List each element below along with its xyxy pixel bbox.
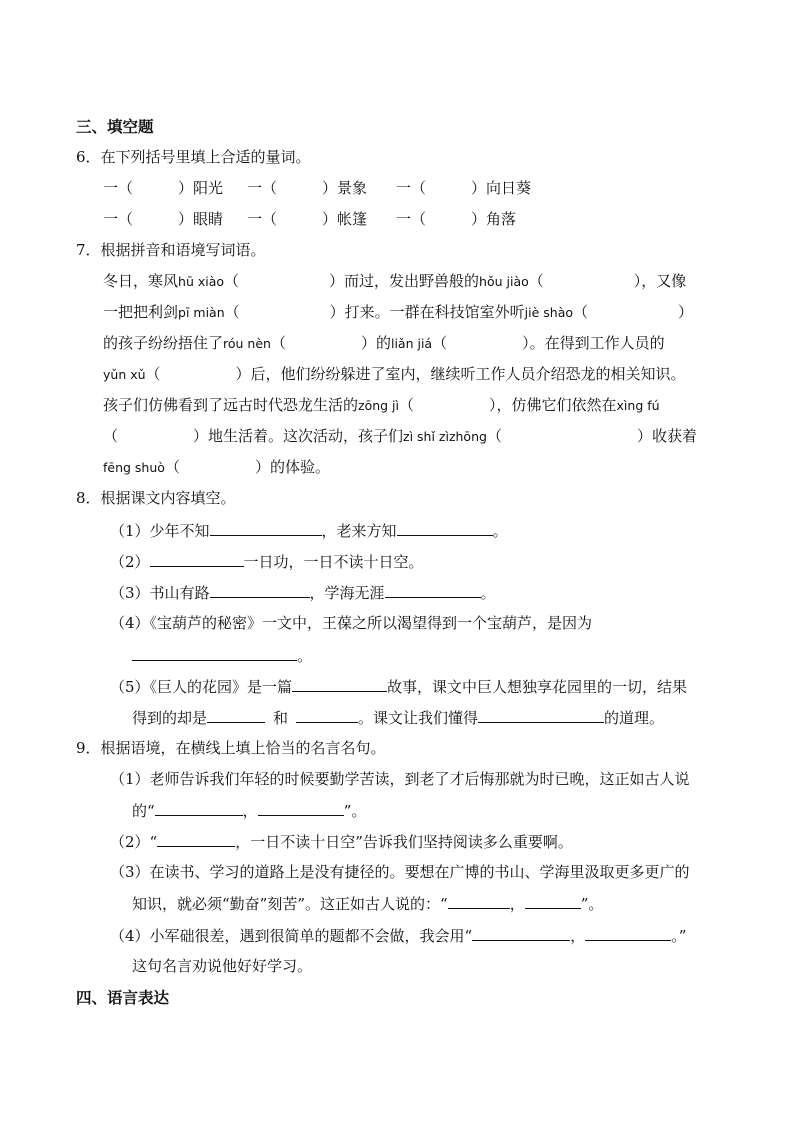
answer-blank[interactable]	[210, 582, 310, 598]
q8-text: ，学海无涯	[309, 584, 385, 602]
answer-blank[interactable]	[472, 925, 570, 941]
q9-text: （2）“	[110, 833, 158, 851]
question-7-title: 7．根据拼音和语境写词语。	[76, 241, 266, 259]
q7-text: （ ），仿佛它们依然在	[399, 396, 617, 414]
q8-item-5-cont	[132, 707, 664, 728]
q8-item-3	[110, 582, 496, 603]
pinyin: hū xiào	[178, 274, 225, 289]
q6-item: 一（ ）阳光	[103, 179, 224, 197]
answer-blank[interactable]	[155, 800, 243, 816]
q7-text: （ ）收获着	[486, 427, 697, 445]
q7-line	[103, 426, 697, 447]
q7-text: （ ）的	[270, 334, 391, 352]
q7-text: （ ）的体验。	[164, 458, 330, 476]
q9-text: ，	[509, 895, 525, 913]
answer-blank[interactable]	[258, 800, 344, 816]
q7-line	[103, 395, 660, 416]
q7-text: （ ）地生活着。这次活动，孩子们	[103, 427, 404, 445]
q9-text: （4）小军础很差，遇到很简单的题都不会做，我会用“	[110, 927, 473, 945]
q7-text: 的孩子纷纷捂住了	[103, 334, 224, 352]
answer-blank[interactable]	[292, 676, 387, 692]
q7-text: （ ），又像	[528, 272, 687, 290]
q8-item-4: （4）《宝葫芦的秘密》一文中，王葆之所以渴望得到一个宝葫芦，是因为	[110, 614, 593, 632]
q9-item-2	[110, 831, 573, 852]
q9-text: 的“	[132, 802, 155, 820]
q8-text: 。课文让我们懂得	[358, 709, 479, 727]
q8-item-4-cont	[132, 645, 312, 666]
q8-text: （1）少年不知	[110, 522, 210, 540]
q7-text: 孩子们仿佛看到了远古时代恐龙生活的	[103, 396, 359, 414]
answer-blank[interactable]	[385, 582, 481, 598]
question-9-title: 9．根据语境，在横线上填上恰当的名言名句。	[76, 739, 386, 757]
pinyin: hǒu jiào	[479, 274, 529, 289]
q6-item: 一（ ）景象	[247, 179, 368, 197]
q9-text: ，	[570, 927, 586, 945]
answer-blank[interactable]	[448, 893, 510, 909]
q8-text: 得到的却是	[132, 709, 208, 727]
q9-item-1: （1）老师告诉我们年轻的时候要勤学苦读，到老了才后悔那就为时已晚，这正如古人说	[110, 770, 690, 788]
q7-text: （ ）后，他们纷纷躲进了室内，继续听工作人员介绍恐龙的相关知识。	[145, 365, 686, 383]
q8-text: （3）书山有路	[110, 584, 210, 602]
q8-text: 。	[297, 647, 313, 665]
q7-text: （ ）打来。一群在科技馆室外听	[224, 303, 525, 321]
q9-text: ”。	[343, 802, 367, 820]
answer-blank[interactable]	[150, 551, 244, 567]
question-6-title: 6．在下列括号里填上合适的量词。	[76, 148, 311, 166]
q7-line	[103, 271, 686, 292]
q7-line	[103, 364, 686, 385]
pinyin: zōng jì	[358, 398, 400, 413]
q8-item-1	[110, 520, 508, 541]
q6-item: 一（ ）向日葵	[396, 179, 532, 197]
answer-blank[interactable]	[157, 831, 235, 847]
q8-text: （5）《巨人的花园》是一篇	[110, 678, 293, 696]
question-8-title: 8．根据课文内容填空。	[76, 489, 236, 507]
q9-item-3-cont	[132, 893, 603, 914]
q7-line	[103, 333, 665, 354]
section-heading: 四、语言表达	[76, 988, 170, 1007]
q7-text: （ ）。在得到工作人员的	[432, 334, 665, 352]
q7-text: （ ）	[573, 303, 694, 321]
answer-blank[interactable]	[585, 925, 671, 941]
q9-item-1-cont	[132, 800, 366, 821]
q8-text: 和	[273, 709, 289, 727]
q8-text: 故事，课文中巨人想独享花园里的一切，结果	[387, 678, 688, 696]
section-heading: 三、填空题	[76, 117, 154, 136]
q9-item-3: （3）在读书、学习的道路上是没有捷径的。要想在广博的书山、学海里汲取更多更广的	[110, 863, 690, 881]
q6-item: 一（ ）角落	[396, 210, 517, 228]
answer-blank[interactable]	[296, 707, 358, 723]
pinyin: pī miàn	[178, 305, 225, 320]
q7-text: 冬日，寒风	[103, 272, 179, 290]
q9-text: 。”	[671, 927, 687, 945]
pinyin: fēng shuò	[103, 460, 165, 475]
q7-text: （ ）而过，发出野兽般的	[224, 272, 480, 290]
q9-item-4-cont: 这句名言劝说他好好学习。	[132, 957, 313, 975]
pinyin: róu nèn	[223, 336, 271, 351]
q8-text: 一日功，一日不读十日空。	[243, 553, 424, 571]
q6-item: 一（ ）帐篷	[247, 210, 368, 228]
answer-blank[interactable]	[132, 645, 297, 661]
q8-item-2	[110, 551, 424, 572]
q8-text: 的道理。	[604, 709, 665, 727]
q7-line	[103, 302, 693, 323]
q8-text: ，老来方知	[321, 522, 397, 540]
q9-text: ，	[242, 802, 258, 820]
q8-text: 。	[492, 522, 508, 540]
q8-item-5	[110, 676, 687, 697]
pinyin: xìng fú	[616, 398, 660, 413]
q9-text: 知识，就必须“勤奋”刻苦”。这正如古人说的：“	[132, 895, 448, 913]
pinyin: jiè shào	[524, 305, 574, 320]
q6-item: 一（ ）眼睛	[103, 210, 224, 228]
pinyin: yǔn xǔ	[103, 367, 146, 382]
q9-text: ，一日不读十日空”告诉我们坚持阅读多么重要啊。	[235, 833, 573, 851]
answer-blank[interactable]	[478, 707, 604, 723]
pinyin: zì shǐ zìzhōng	[403, 429, 487, 444]
q8-text: （2）	[110, 553, 150, 571]
q7-text: 一把把利剑	[103, 303, 179, 321]
q9-text: ”。	[580, 895, 604, 913]
q7-line	[103, 457, 330, 478]
answer-blank[interactable]	[210, 520, 322, 536]
q8-text: 。	[480, 584, 496, 602]
answer-blank[interactable]	[397, 520, 493, 536]
answer-blank[interactable]	[525, 893, 581, 909]
pinyin: liǎn jiá	[390, 336, 433, 351]
answer-blank[interactable]	[207, 707, 265, 723]
q9-item-4	[110, 925, 686, 946]
